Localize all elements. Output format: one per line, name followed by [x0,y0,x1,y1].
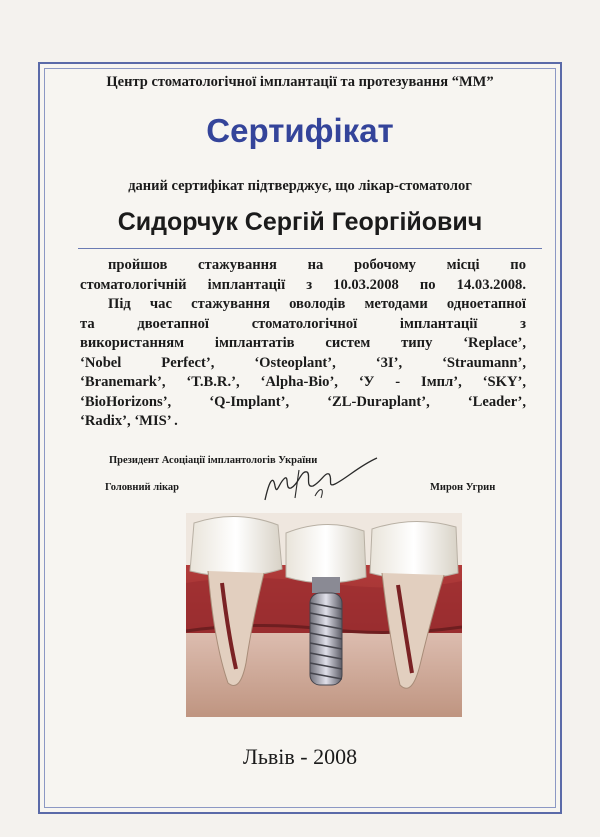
body-line: пройшов стажування на робочому місці по [108,257,526,273]
body-line: ‘Nobel Perfect’, ‘Osteoplant’, ‘3I’, ‘Straumann’, [80,354,526,371]
chief-doctor-label: Головний лікар [105,482,179,493]
body-line: Під час стажування оволодів методами одноетапної [108,296,526,312]
signature-icon [255,452,385,507]
confirmation-text: даний сертифікат підтверджує, що лікар-стоматолог [128,178,472,194]
dental-implant-illustration [186,513,462,717]
body-line: ‘BioHorizons’, ‘Q-Implant’, ‘ZL-Duraplant’, ‘Leader’, [80,393,526,410]
certificate-title: Сертифікат [206,112,394,149]
recipient-name: Сидорчук Сергій Георгійович [117,208,483,236]
body-line: стоматологічній імплантації з 10.03.2008 по 14.03.2008. [80,276,526,293]
body-line: ‘Radix’, ‘MIS’ . [80,413,178,429]
body-line: та двоетапної стоматологічної імплантації з [80,315,526,332]
place-and-year: Львів - 2008 [242,744,358,769]
divider [78,248,542,249]
signer-name: Мирон Угрин [430,482,496,493]
body-line: використанням імплантатів систем типу ‘Replace’, [80,335,526,351]
implant-screw-icon [310,593,342,685]
body-line: ‘Branemark’, ‘T.B.R.’, ‘Alpha-Bio’, ‘У - Імпл’, ‘SKY’, [80,374,526,390]
organization-name: Центр стоматологічної імплантації та протезування “ММ” [106,74,494,90]
certificate-body [80,256,526,432]
president-label: Президент Асоціації імплантологів України [109,455,318,466]
